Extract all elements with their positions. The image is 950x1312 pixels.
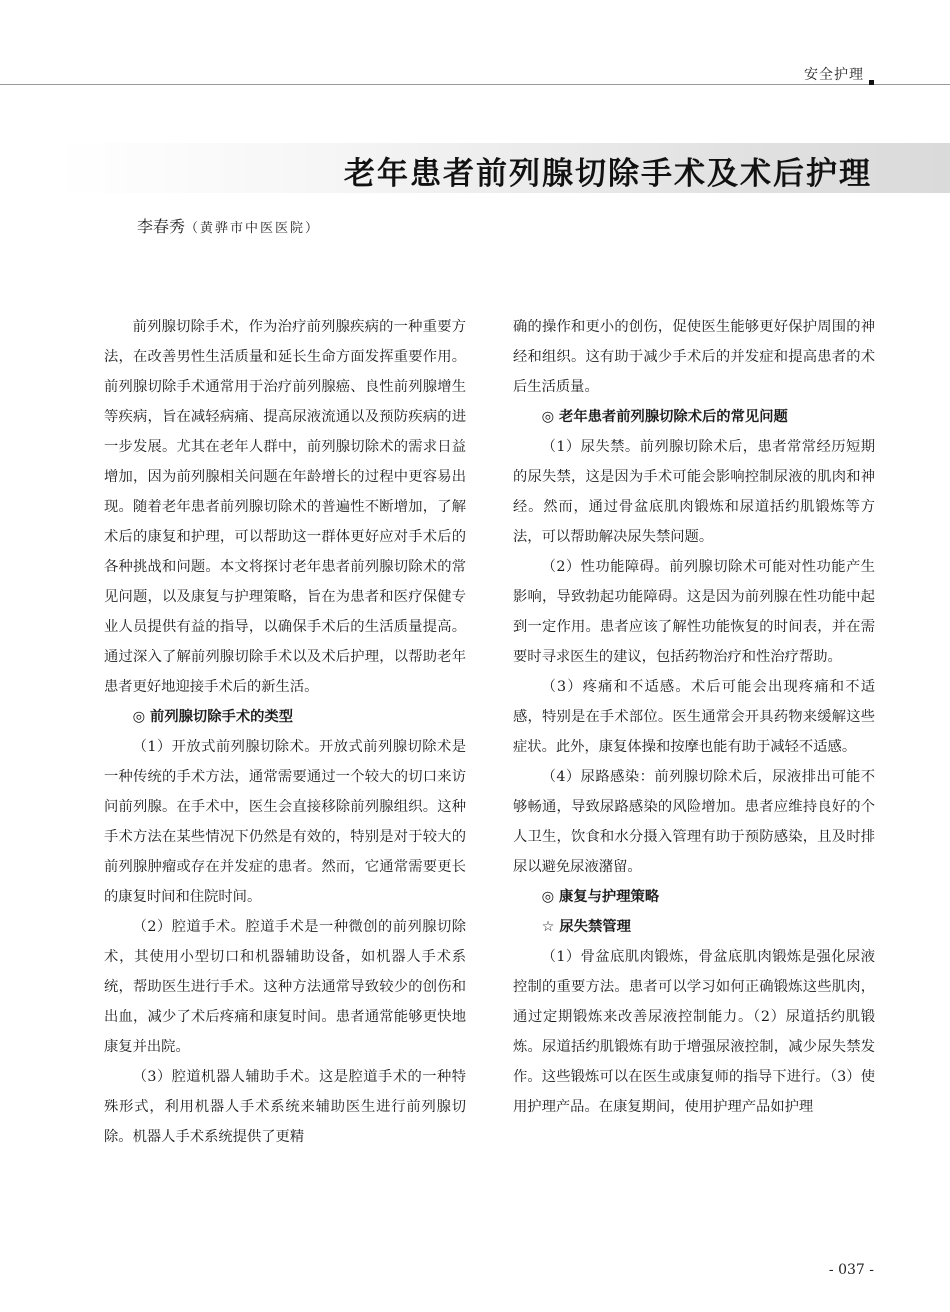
paragraph-problem-4: （4）尿路感染：前列腺切除术后，尿液排出可能不够畅通，导致尿路感染的风险增加。患者应维持良好的个人卫生，饮食和水分摄入管理有助于预防感染，且及时排尿以避免尿液潴留。 [513,769,875,875]
left-column [104,312,466,1152]
section-heading-types: ◎ 前列腺切除手术的类型 [132,709,294,725]
paragraph-problem-3: （3）疼痛和不适感。术后可能会出现疼痛和不适感，特别是在手术部位。医生通常会开具药物来缓解这些症状。此外，康复体操和按摩也能有助于减轻不适感。 [513,679,875,755]
section-marker-square [869,80,874,85]
paragraph-type-3-continued: 确的操作和更小的创伤，促使医生能够更好保护周围的神经和组织。这有助于减少手术后的并发症和提高患者的术后生活质量。 [513,319,875,395]
page-number: - 037 - [828,1262,874,1278]
paragraph-problem-2: （2）性功能障碍。前列腺切除术可能对性功能产生影响，导致勃起功能障碍。这是因为前列腺在性功能中起到一定作用。患者应该了解性功能恢复的时间表，并在需要时寻求医生的建议，包括药物治疗和性治疗帮助。 [513,559,875,665]
paragraph-type-2: （2）腔道手术。腔道手术是一种微创的前列腺切除术，其使用小型切口和机器辅助设备，如机器人手术系统，帮助医生进行手术。这种方法通常导致较少的创伤和出血，减少了术后疼痛和康复时间。患者通常能够更快地康复并出院。 [104,919,466,1055]
paragraph-strategy-1: （1）骨盆底肌肉锻炼，骨盆底肌肉锻炼是强化尿液控制的重要方法。患者可以学习如何正确锻炼这些肌肉，通过定期锻炼来改善尿液控制能力。（2）尿道括约肌锻炼。尿道括约肌锻炼有助于增强尿液控制，减少尿失禁发作。这些锻炼可以在医生或康复师的指导下进行。（3）使用护理产品。在康复期间，使用护理产品如护理 [513,949,875,1115]
paragraph-type-1: （1）开放式前列腺切除术。开放式前列腺切除术是一种传统的手术方法，通常需要通过一个较大的切口来访问前列腺。在手术中，医生会直接移除前列腺组织。这种手术方法在某些情况下仍然是有效的，特别是对于较大的前列腺肿瘤或存在并发症的患者。然而，它通常需要更长的康复时间和住院时间。 [104,739,466,905]
author-name: 李春秀 [137,217,186,236]
right-column [513,312,875,1122]
author-line [137,214,320,237]
section-heading-problems: ◎ 老年患者前列腺切除术后的常见问题 [541,409,788,425]
section-label: 安全护理 [804,67,864,83]
paragraph-problem-1: （1）尿失禁。前列腺切除术后，患者常常经历短期的尿失禁，这是因为手术可能会影响控制尿液的肌肉和神经。然而，通过骨盆底肌肉锻炼和尿道括约肌锻炼等方法，可以帮助解决尿失禁问题。 [513,439,875,545]
intro-paragraph: 前列腺切除手术，作为治疗前列腺疾病的一种重要方法，在改善男性生活质量和延长生命方面发挥重要作用。前列腺切除手术通常用于治疗前列腺癌、良性前列腺增生等疾病，旨在减轻病痛、提高尿液流通以及预防疾病的进一步发展。尤其在老年人群中，前列腺切除术的需求日益增加，因为前列腺相关问题在年龄增长的过程中更容易出现。随着老年患者前列腺切除术的普遍性不断增加，了解术后的康复和护理，可以帮助这一群体更好应对手术后的各种挑战和问题。本文将探讨老年患者前列腺切除术的常见问题，以及康复与护理策略，旨在为患者和医疗保健专业人员提供有益的指导，以确保手术后的生活质量提高。通过深入了解前列腺切除手术以及术后护理，以帮助老年患者更好地迎接手术后的新生活。 [104,319,466,695]
paragraph-type-3: （3）腔道机器人辅助手术。这是腔道手术的一种特殊形式，利用机器人手术系统来辅助医生进行前列腺切除。机器人手术系统提供了更精 [104,1069,466,1145]
section-heading-strategies: ◎ 康复与护理策略 [541,889,660,905]
author-affiliation: （黄骅市中医医院） [185,221,321,236]
header-rule [0,84,950,85]
article-title: 老年患者前列腺切除手术及术后护理 [344,156,872,192]
subheading-incontinence: ☆ 尿失禁管理 [541,919,631,935]
